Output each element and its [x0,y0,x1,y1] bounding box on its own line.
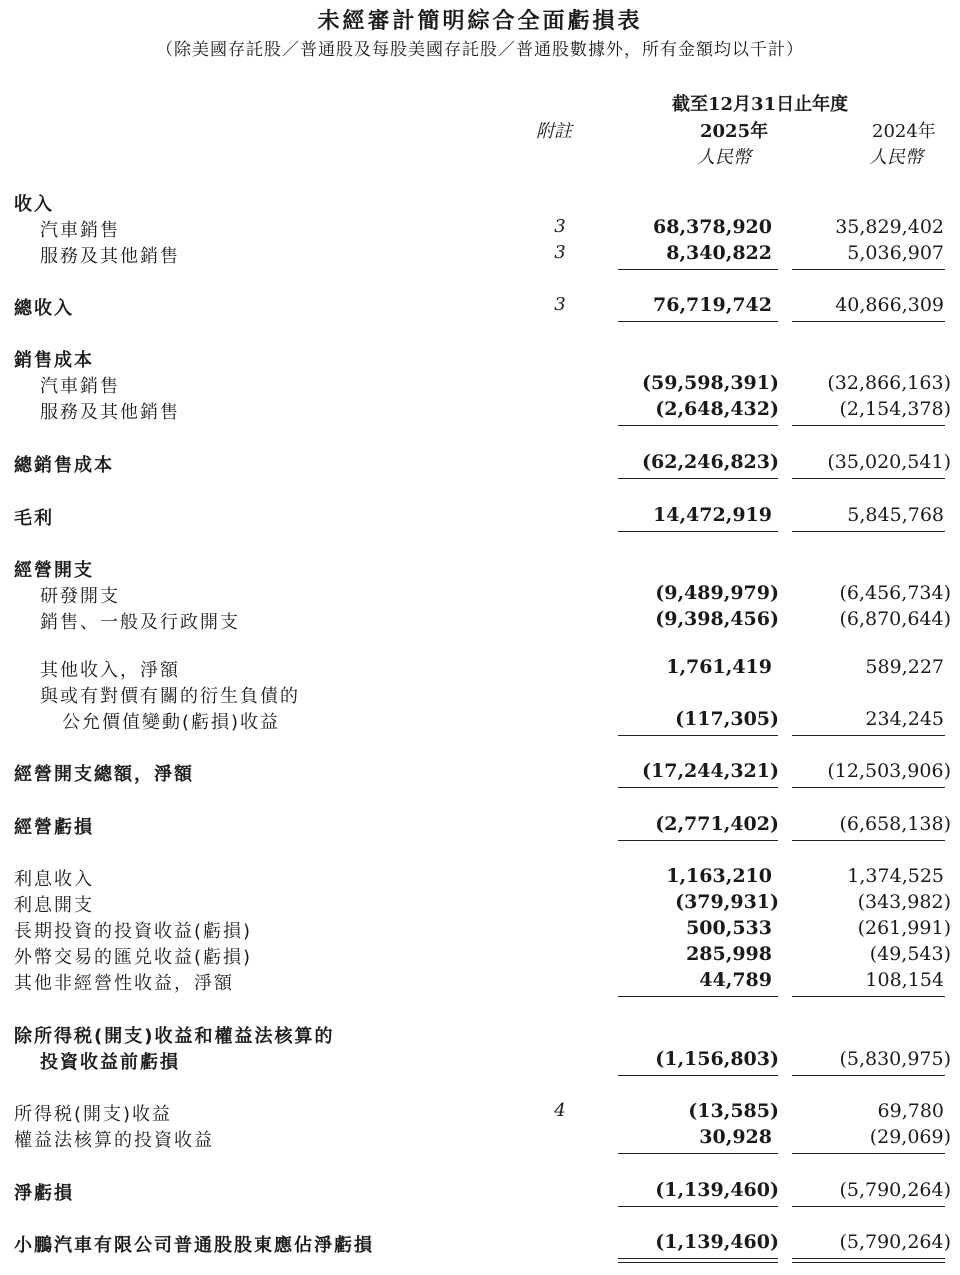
value-2024: (12,503,906) [827,760,951,782]
table-row [0,917,960,943]
value-2025: 44,789 [699,969,772,991]
value-2025: (1,156,803) [655,1048,779,1070]
year-2024-header: 2024年 [872,121,936,142]
row-label: 公允價值變動(虧損)收益 [62,712,281,733]
row-label: 服務及其他銷售 [40,246,180,267]
section-heading-cost [0,346,960,372]
row-label: 汽車銷售 [40,376,120,397]
total-rule [792,1206,945,1207]
value-2025: (9,398,456) [655,608,779,630]
value-2025: (1,139,460) [655,1179,779,1201]
currency-2024-header: 人民幣 [869,147,923,168]
value-2025: 1,163,210 [666,865,772,887]
row-label: 汽車銷售 [40,220,120,241]
table-row [0,891,960,917]
row-label: 服務及其他銷售 [40,402,180,423]
value-2024: (343,982) [857,891,951,913]
subtotal-rule [618,996,778,997]
value-2024: (261,991) [857,917,951,939]
row-label: 所得税(開支)收益 [14,1104,173,1125]
subtotal-rule [792,996,945,997]
value-2024: (2,154,378) [839,398,951,420]
value-2025: 30,928 [699,1126,772,1148]
table-row-total [0,813,960,839]
subtotal-rule [618,269,778,270]
value-2024: (6,456,734) [839,582,951,604]
value-2024: 1,374,525 [847,865,944,887]
table-row-total [0,760,960,786]
value-2025: (59,598,391) [642,372,779,394]
row-label: 小鵬汽車有限公司普通股股東應佔淨虧損 [14,1235,374,1256]
subtotal-rule [792,735,945,736]
row-label: 淨虧損 [14,1183,74,1204]
value-2025: (9,489,979) [655,582,779,604]
subtotal-rule [618,425,778,426]
table-row-total [0,1231,960,1257]
total-rule [792,478,945,479]
table-row-total [0,294,960,320]
value-2024: (6,658,138) [839,813,951,835]
table-row [0,1100,960,1126]
table-row-total [0,1048,960,1074]
table-row [0,969,960,995]
table-row [0,708,960,734]
table-row [0,372,960,398]
year-2025-header: 2025年 [700,121,769,142]
value-2025: (17,244,321) [642,760,779,782]
value-2025: (2,771,402) [655,813,779,835]
value-2024: 5,845,768 [847,504,944,526]
total-rule [618,787,778,788]
value-2024: (35,020,541) [827,451,951,473]
row-label: 投資收益前虧損 [40,1052,180,1073]
value-2025: 1,761,419 [666,656,772,678]
value-2025: (2,648,432) [655,398,779,420]
note-column-header: 附註 [536,121,572,142]
table-row-total [0,1022,960,1048]
value-2025: 500,533 [686,917,772,939]
total-rule [618,1206,778,1207]
row-label: 銷售成本 [14,350,94,371]
subtotal-rule [618,1153,778,1154]
table-row-total [0,451,960,477]
table-row-total [0,504,960,530]
row-label: 總收入 [14,298,74,319]
statement-subtitle: （除美國存託股／普通股及每股美國存託股／普通股數據外，所有金額均以千計） [156,40,804,60]
total-rule [792,321,945,322]
value-2025: (1,139,460) [655,1231,779,1253]
row-label: 銷售、一般及行政開支 [40,612,240,633]
note-ref: 4 [554,1100,566,1121]
row-label: 經營開支總額，淨額 [14,764,194,785]
row-label: 收入 [14,194,54,215]
row-label: 長期投資的投資收益(虧損) [14,921,253,942]
subtotal-rule [792,269,945,270]
value-2024: (49,543) [869,943,951,965]
note-ref: 3 [554,216,566,237]
value-2025: 14,472,919 [653,504,772,526]
total-rule [618,531,778,532]
row-label: 外幣交易的匯兑收益(虧損) [14,947,253,968]
period-header: 截至12月31日止年度 [672,94,849,115]
row-label: 除所得税(開支)收益和權益法核算的 [14,1026,335,1047]
value-2025: (117,305) [675,708,779,730]
value-2025: (13,585) [688,1100,779,1122]
row-label: 其他收入，淨額 [40,660,180,681]
table-row-total [0,1179,960,1205]
value-2024: (5,830,975) [839,1048,951,1070]
row-label: 其他非經營性收益，淨額 [14,973,234,994]
table-row [0,608,960,634]
row-label: 利息開支 [14,895,94,916]
table-row [0,398,960,424]
value-2024: (5,790,264) [839,1179,951,1201]
value-2025: (379,931) [675,891,779,913]
table-row [0,943,960,969]
total-rule [618,321,778,322]
double-rule-bottom [618,1262,778,1263]
total-rule [792,1075,945,1076]
value-2024: 589,227 [865,656,944,678]
currency-2025-header: 人民幣 [697,147,751,168]
total-rule [792,787,945,788]
subtotal-rule [618,735,778,736]
value-2025: 68,378,920 [653,216,772,238]
row-label: 總銷售成本 [14,455,114,476]
table-row [0,682,960,708]
row-label: 毛利 [14,508,54,529]
subtotal-rule [792,425,945,426]
statement-title: 未經審計簡明綜合全面虧損表 [317,9,643,34]
value-2025: (62,246,823) [642,451,779,473]
total-rule [618,840,778,841]
table-row [0,865,960,891]
value-2024: 40,866,309 [835,294,944,316]
subtotal-rule [792,1153,945,1154]
value-2024: (29,069) [869,1126,951,1148]
value-2024: 108,154 [865,969,944,991]
total-rule [618,478,778,479]
double-rule-top [792,1258,945,1259]
note-ref: 3 [554,294,566,315]
double-rule-top [618,1258,778,1259]
value-2024: 69,780 [877,1100,944,1122]
total-rule [792,531,945,532]
value-2025: 76,719,742 [653,294,772,316]
table-row [0,1126,960,1152]
value-2024: (32,866,163) [827,372,951,394]
table-row [0,656,960,682]
value-2025: 8,340,822 [666,242,772,264]
row-label: 經營開支 [14,560,94,581]
row-label: 與或有對價有關的衍生負債的 [40,686,300,707]
row-label: 經營虧損 [14,817,94,838]
section-heading-revenue [0,190,960,216]
double-rule-bottom [792,1262,945,1263]
note-ref: 3 [554,242,566,263]
row-label: 權益法核算的投資收益 [14,1130,214,1151]
value-2024: (6,870,644) [839,608,951,630]
value-2024: (5,790,264) [839,1231,951,1253]
table-row [0,582,960,608]
value-2024: 234,245 [865,708,944,730]
value-2024: 35,829,402 [835,216,944,238]
row-label: 利息收入 [14,869,94,890]
total-rule [618,1075,778,1076]
row-label: 研發開支 [40,586,120,607]
total-rule [792,840,945,841]
section-heading-opex [0,556,960,582]
table-row [0,216,960,242]
value-2024: 5,036,907 [847,242,944,264]
table-row [0,242,960,268]
value-2025: 285,998 [686,943,772,965]
